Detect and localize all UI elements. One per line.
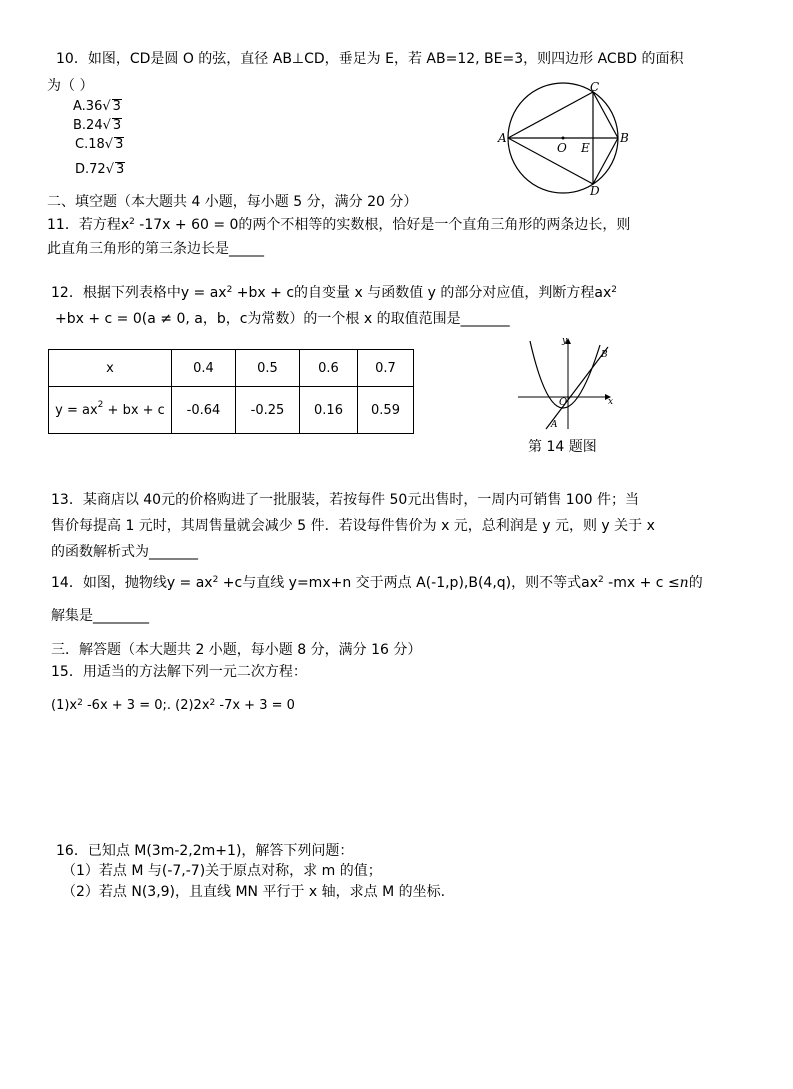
sqrt-sign-icon: √ xyxy=(104,137,114,152)
sqrt-sign-icon: √ xyxy=(102,99,111,114)
sqrt-sign-icon: √ xyxy=(102,118,111,133)
label-origin: O xyxy=(559,397,568,408)
section3-heading: 三．解答题（本大题共 2 小题，每小题 8 分，满分 16 分） xyxy=(51,642,422,658)
q15-title: 15．用适当的方法解下列一元二次方程： xyxy=(51,664,307,680)
axis-label-y: y xyxy=(562,336,568,346)
value-table xyxy=(48,349,414,434)
q12-line1: 12．根据下列表格中$y = ax^2 +bx + c$的自变量 x 与函数值 y 的部分对应值，判断方程$ax^2$ xyxy=(51,285,617,301)
q13-line2: 售价每提高 1 元时，其周售量就会减少 5 件．若设每件售价为 x 元，总利润是 y 元，则 y 关于 x xyxy=(51,518,655,534)
q11-line2: 此直角三角形的第三条边长是_____ xyxy=(47,241,264,257)
q15-equations: $(1)x^2$ -6x + 3 = 0;. $(2)2x^2$ -7x + 3 = 0 xyxy=(51,698,295,713)
q10-option-d: D.72√ 3 xyxy=(75,162,125,177)
table-row xyxy=(49,387,414,434)
table-cell: -0.64 xyxy=(172,387,236,434)
q10-option-c: C.18√ 3 xyxy=(75,137,124,152)
table-cell: 0.5 xyxy=(236,350,300,387)
sqrt-sign-icon: √ xyxy=(105,162,114,177)
table-header-x: x xyxy=(49,350,172,387)
label-d: D xyxy=(590,184,600,198)
q10-line1: 10．如图，CD是圆 O 的弦，直径 AB⊥CD，垂足为 E，若 AB=12, BE=3，则四边形 ACBD 的面积 xyxy=(56,51,684,67)
table-cell: 0.4 xyxy=(172,350,236,387)
q14-line1: 14．如图，抛物线$y = ax^2 +c$与直线 y=mx+n 交于两点 A(-1,p),B(4,q)，则不等式$ax^2$ -mx + c ≤n的 xyxy=(51,575,703,591)
label-c: C xyxy=(590,80,600,94)
q16-title: 16．已知点 M(3m-2,2m+1)，解答下列问题： xyxy=(56,843,354,859)
q10-option-a: A.36√ 3 xyxy=(73,99,121,114)
fig14-caption: 第 14 题图 xyxy=(528,439,597,455)
q10-line2: 为（ ） xyxy=(47,78,94,94)
table-header-y: $y = ax^2$ + bx + c xyxy=(49,387,172,434)
label-o: O xyxy=(557,141,567,155)
q14-parabola-figure xyxy=(518,333,618,433)
label-point-a: A xyxy=(551,420,558,430)
q10-option-b: B.24√ 3 xyxy=(73,118,122,133)
label-b: B xyxy=(620,131,629,145)
q16-part2: （2）若点 N(3,9)，且直线 MN 平行于 x 轴，求点 M 的坐标. xyxy=(62,884,446,900)
label-point-b: B xyxy=(601,350,608,360)
label-e: E xyxy=(581,141,590,155)
label-a: A xyxy=(498,131,507,145)
table-row xyxy=(49,350,414,387)
table-cell: 0.59 xyxy=(358,387,414,434)
q16-part1: （1）若点 M 与(-7,-7)关于原点对称，求 m 的值； xyxy=(62,863,382,879)
q13-line3: 的函数解析式为_______ xyxy=(51,544,198,560)
table-cell: -0.25 xyxy=(236,387,300,434)
section2-heading: 二、填空题（本大题共 4 小题，每小题 5 分，满分 20 分） xyxy=(47,194,418,210)
table-cell: 0.7 xyxy=(358,350,414,387)
q10-circle-figure xyxy=(495,80,635,200)
table-cell: 0.6 xyxy=(300,350,358,387)
table-cell: 0.16 xyxy=(300,387,358,434)
q13-line1: 13．某商店以 40元的价格购进了一批服装，若按每件 50元出售时，一周内可销售 100 件；当 xyxy=(51,492,639,508)
q14-line2: 解集是________ xyxy=(51,608,149,624)
q12-line2: +bx + c = 0(a ≠ 0, a，b，c为常数）的一个根 x 的取值范围是_______ xyxy=(55,311,510,327)
axis-label-x: x xyxy=(608,397,614,407)
q11-line1: 11．若方程$x^2$ -17x + 60 = 0的两个不相等的实数根，恰好是一个直角三角形的两条边长，则 xyxy=(47,217,631,233)
